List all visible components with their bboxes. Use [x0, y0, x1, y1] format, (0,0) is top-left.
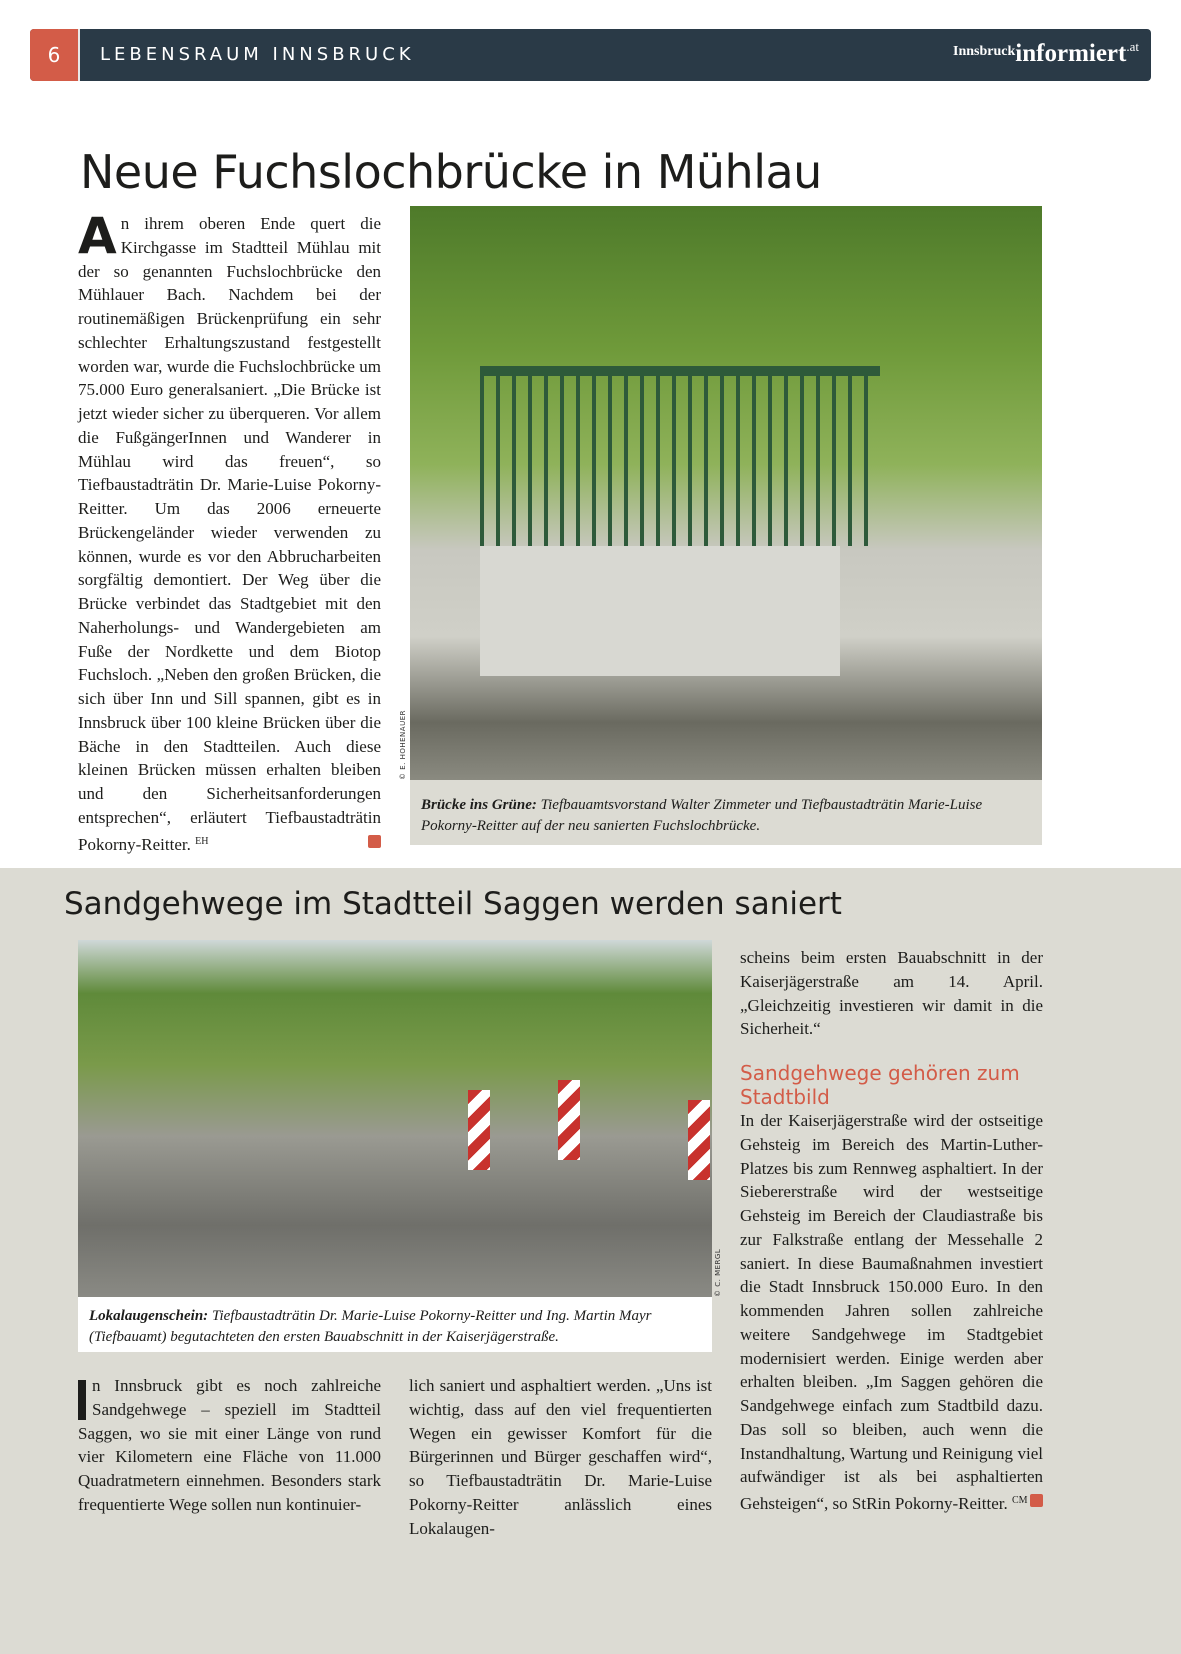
barrier-sign: [688, 1100, 710, 1180]
bridge-railing: [480, 366, 880, 546]
bridge-deck: [480, 546, 840, 676]
drop-cap: [78, 1380, 86, 1420]
article-title: Neue Fuchslochbrücke in Mühlau: [80, 145, 822, 199]
article-body: [78, 207, 381, 856]
logo-part: .at: [1126, 39, 1139, 54]
end-marker-icon: [368, 835, 381, 848]
caption-lead: Brücke ins Grüne:: [421, 797, 537, 813]
logo-part: informiert: [1015, 40, 1127, 67]
subheading: Sandgehwege gehören zum Stadtbild: [740, 1061, 1020, 1109]
article2-title: Sandgehwege im Stadtteil Saggen werden saniert: [64, 886, 842, 922]
article2-column-1: [78, 1374, 381, 1517]
drop-cap: A: [78, 207, 117, 265]
body-text: lich saniert und asphaltiert werden. „Uns ist wichtig, dass auf den viel frequentierten Wegen ein gewisser Komfort für die Bürgerinnen und Bürger geschaffen wird“, so Tiefbaustadträtin Dr. Marie-Luise Pokorny-Reitter anlässlich eines Lokalaugen-: [409, 1376, 712, 1538]
section-title: LEBENSRAUM INNSBRUCK: [100, 44, 415, 65]
caption-lead: Lokalaugenschein:: [89, 1308, 209, 1324]
caption-text: Tiefbauamtsvorstand Walter Zimmeter und Tiefbaustadträtin Marie-Luise Pokorny-Reitter auf der neu sanierten Fuchslochbrücke.: [421, 797, 983, 834]
body-text: scheins beim ersten Bauabschnitt in der Kaiserjägerstraße am 14. April. „Gleichzeitig investieren wir damit in die Sicherheit.“: [740, 948, 1043, 1039]
barrier-sign: [468, 1090, 490, 1170]
photo-credit: © E. HOHENAUER: [399, 710, 407, 780]
barrier-sign: [558, 1080, 580, 1160]
page-number: 6: [30, 29, 80, 81]
author-initials: EH: [195, 835, 209, 847]
body-text: n Innsbruck gibt es noch zahlreiche Sandgehwege – speziell im Stadtteil Saggen, wo sie mit einer Länge von rund vier Kilometern eine Fläche von 11.000 Quadratmetern einnehmen. Besonders stark frequentierte Wege sollen nun kontinuier-: [78, 1376, 381, 1514]
photo-caption: [78, 1297, 712, 1352]
photo-caption: [410, 780, 1042, 845]
article2-column-2: [409, 1374, 712, 1540]
body-text: In der Kaiserjägerstraße wird der ostseitige Gehsteig im Bereich des Martin-Luther-Platzes bis zum Rennweg asphaltiert. In der Siebererstraße wird der westseitige Gehsteig im Bereich der Claudiastraße bis zur Falkstraße entlang der Messehalle 2 saniert. In diese Baumaßnahmen investiert die Stadt Innsbruck 150.000 Euro. In den kommenden Jahren sollen zahlreiche weitere Sandgehwege im Stadtgebiet modernisiert werden. Einige werden aber erhalten bleiben. „Im Saggen gehören die Sandgehwege einfach zum Stadtbild dazu. Das soll so bleiben, auch wenn die Instandhaltung, Wartung und Reinigung viel aufwändiger ist als bei asphaltierten Gehsteigen“, so StRin Pokorny-Reitter.: [740, 1111, 1043, 1513]
logo-part: Innsbruck: [953, 44, 1016, 59]
body-text: n ihrem oberen Ende quert die Kirchgasse im Stadtteil Mühlau mit der so genannten Fuchslochbrücke den Mühlauer Bach. Nachdem bei der routinemäßigen Brückenprüfung ein sehr schlechter Erhaltungszustand festgestellt worden war, wurde die Fuchslochbrücke um 75.000 Euro generalsaniert. „Die Brücke ist jetzt wieder sicher zu überqueren. Vor allem die FußgängerInnen und Wanderer in Mühlau wird das freuen“, so Tiefbaustadträtin Dr. Marie-Luise Pokorny-Reitter. Um das 2006 erneuerte Brückengeländer wieder verwenden zu können, wurde es vor den Abbrucharbeiten sorgfältig demontiert. Der Weg über die Brücke verbindet das Stadtgebiet mit den Naherholungs- und Wandergebieten am Fuße der Nordkette und dem Biotop Fuchsloch. „Neben den großen Brücken, die sich über Inn und Sill spannen, gibt es in Innsbruck über 100 kleine Brücken über die Bäche in den Stadtteilen. Auch diese kleinen Brücken müssen erhalten bleiben und den Sicherheitsanforderungen entsprechen“, erläutert Tiefbaustadträtin Pokorny-Reitter.: [78, 214, 381, 854]
publication-logo: [953, 39, 1139, 68]
photo-credit: © C. MERGL: [714, 1248, 722, 1297]
article2-column-3: [740, 946, 1043, 1516]
bridge-photo: [410, 206, 1042, 780]
caption-text: Tiefbaustadträtin Dr. Marie-Luise Pokorny-Reitter und Ing. Martin Mayr (Tiefbauamt) begutachteten den ersten Bauabschnitt in der Kaiserjägerstraße.: [89, 1308, 652, 1345]
page-header: [30, 29, 1151, 81]
author-initials: CM: [1011, 1495, 1028, 1506]
sidewalk-photo: [78, 940, 712, 1297]
end-marker-icon: [1030, 1494, 1043, 1507]
